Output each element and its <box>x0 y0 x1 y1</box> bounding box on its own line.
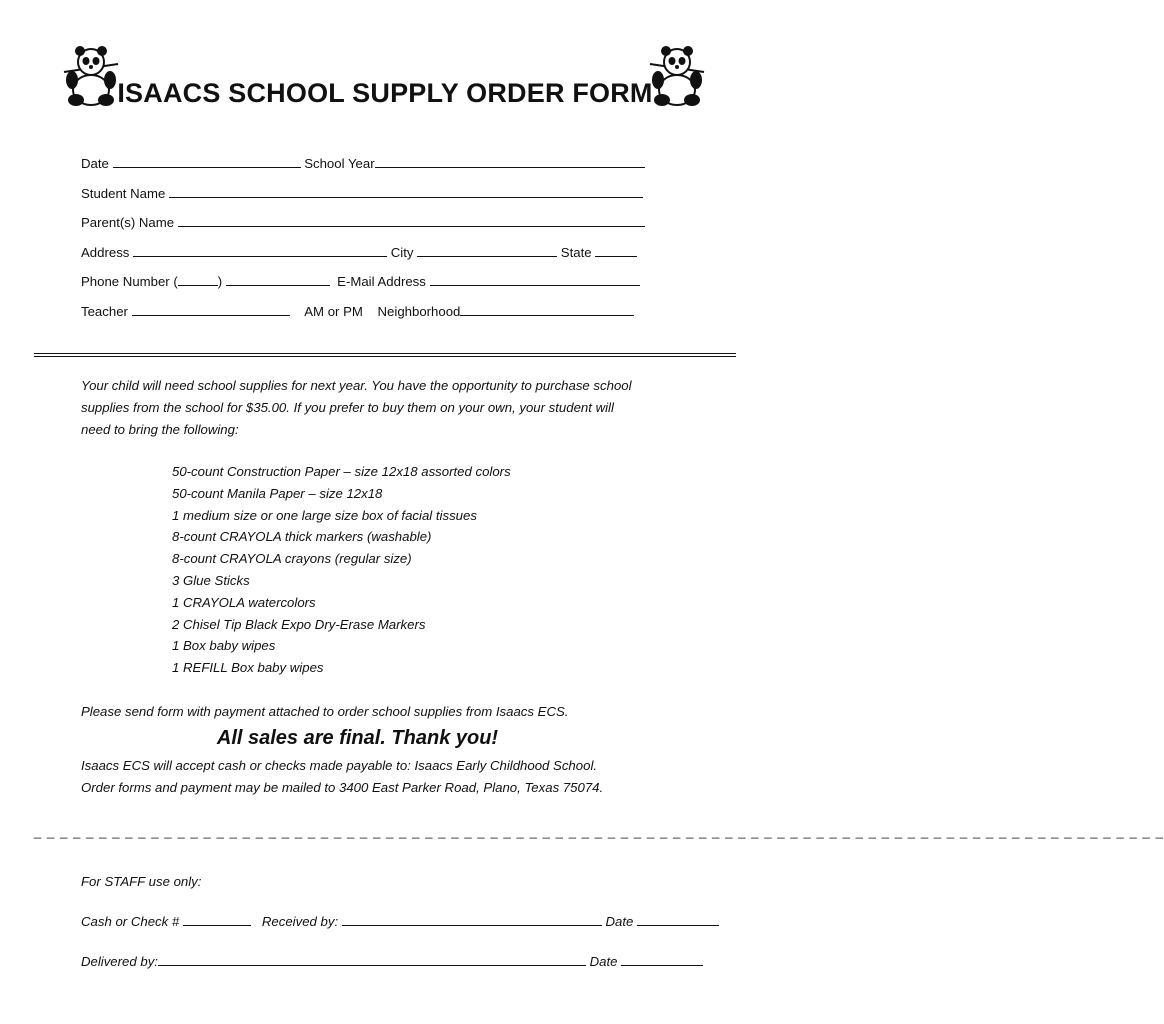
divider-line <box>34 353 736 354</box>
state-field[interactable] <box>595 244 637 257</box>
form-row-teacher <box>81 303 634 319</box>
staff-date2-label: Date <box>589 954 618 969</box>
list-item: 1 REFILL Box baby wipes <box>172 660 324 676</box>
list-item: 1 medium size or one large size box of facial tissues <box>172 507 477 523</box>
city-field[interactable] <box>417 244 557 257</box>
form-row-date <box>81 155 645 171</box>
staff-heading: For STAFF use only: <box>81 874 202 889</box>
delivered-label: Delivered by: <box>81 954 158 969</box>
phone-paren: ) <box>217 274 223 289</box>
student-name-label: Student Name <box>81 186 166 201</box>
cut-line: _ _ _ _ _ _ _ _ _ _ _ _ _ _ _ _ _ _ _ _ _ _ _ _ _ _ _ _ _ _ _ _ _ _ _ _ _ _ _ _ _ _ _ _ _ _ _ _ _ _ _ _ _ _ _ _ _ _ _ _ _ _ _ _ _ _ _ _ _ _ _ _ _ _ _ _ _ _ _ _ _ _ _ _ _ _ _ <box>34 824 1164 839</box>
received-label: Received by: <box>261 914 339 929</box>
area-code-field[interactable] <box>178 273 218 286</box>
delivered-field[interactable] <box>158 953 586 966</box>
list-item: 1 CRAYOLA watercolors <box>172 594 316 610</box>
list-item: 1 Box baby wipes <box>172 638 276 654</box>
supply-list <box>172 461 511 679</box>
staff-date-field[interactable] <box>637 913 719 926</box>
email-label: E-Mail Address <box>337 274 426 289</box>
page-title: ISAACS SCHOOL SUPPLY ORDER FORM <box>117 78 653 108</box>
address-label: Address <box>81 245 130 260</box>
list-item: 50-count Construction Paper – size 12x18 assorted colors <box>172 464 511 479</box>
phone-label: Phone Number ( <box>81 274 178 289</box>
staff-row-cash <box>81 913 719 929</box>
cash-check-field[interactable] <box>183 913 251 926</box>
intro-line: Your child will need school supplies for next year. You have the opportunity to purchase school <box>81 378 632 393</box>
date-label: Date <box>81 156 109 171</box>
send-form-text: Please send form with payment attached to order school supplies from Isaacs ECS. <box>81 704 569 719</box>
list-item: 8-count CRAYOLA thick markers (washable) <box>172 529 432 545</box>
email-field[interactable] <box>430 273 640 286</box>
payment-text: Isaacs ECS will accept cash or checks made payable to: Isaacs Early Childhood School. <box>81 758 598 773</box>
city-label: City <box>390 245 414 260</box>
teacher-field[interactable] <box>132 303 290 316</box>
staff-date-label: Date <box>605 914 634 929</box>
list-item: 50-count Manila Paper – size 12x18 <box>172 485 383 501</box>
intro-paragraph <box>81 375 691 441</box>
form-row-student <box>81 185 643 201</box>
am-pm-label: AM or PM <box>304 304 363 319</box>
list-item: 8-count CRAYOLA crayons (regular size) <box>172 551 412 567</box>
intro-line: need to bring the following: <box>81 422 239 437</box>
teacher-label: Teacher <box>81 304 128 319</box>
staff-date2-field[interactable] <box>621 953 703 966</box>
intro-line: supplies from the school for $35.00. If you prefer to buy them on your own, your student will <box>81 400 614 415</box>
school-year-field[interactable] <box>375 155 645 168</box>
phone-field[interactable] <box>226 273 330 286</box>
cash-check-label: Cash or Check # <box>81 914 180 929</box>
final-notice: All sales are final. Thank you! <box>216 727 499 749</box>
student-name-field[interactable] <box>169 185 643 198</box>
mailing-text: Order forms and payment may be mailed to 3400 East Parker Road, Plano, Texas 75074. <box>81 780 604 795</box>
school-year-label: School Year <box>304 156 375 171</box>
neighborhood-label: Neighborhood <box>377 304 461 319</box>
list-item: 3 Glue Sticks <box>172 572 250 588</box>
form-row-address <box>81 244 637 260</box>
date-field[interactable] <box>113 155 301 168</box>
neighborhood-field[interactable] <box>460 303 634 316</box>
list-item: 2 Chisel Tip Black Expo Dry-Erase Markers <box>172 616 426 632</box>
state-label: State <box>560 245 592 260</box>
divider-line <box>34 356 736 357</box>
address-field[interactable] <box>133 244 387 257</box>
received-field[interactable] <box>342 913 602 926</box>
staff-row-delivered <box>81 953 703 969</box>
form-row-phone <box>81 273 640 289</box>
parents-name-label: Parent(s) Name <box>81 215 175 230</box>
form-row-parents <box>81 214 645 230</box>
parents-name-field[interactable] <box>178 214 645 227</box>
